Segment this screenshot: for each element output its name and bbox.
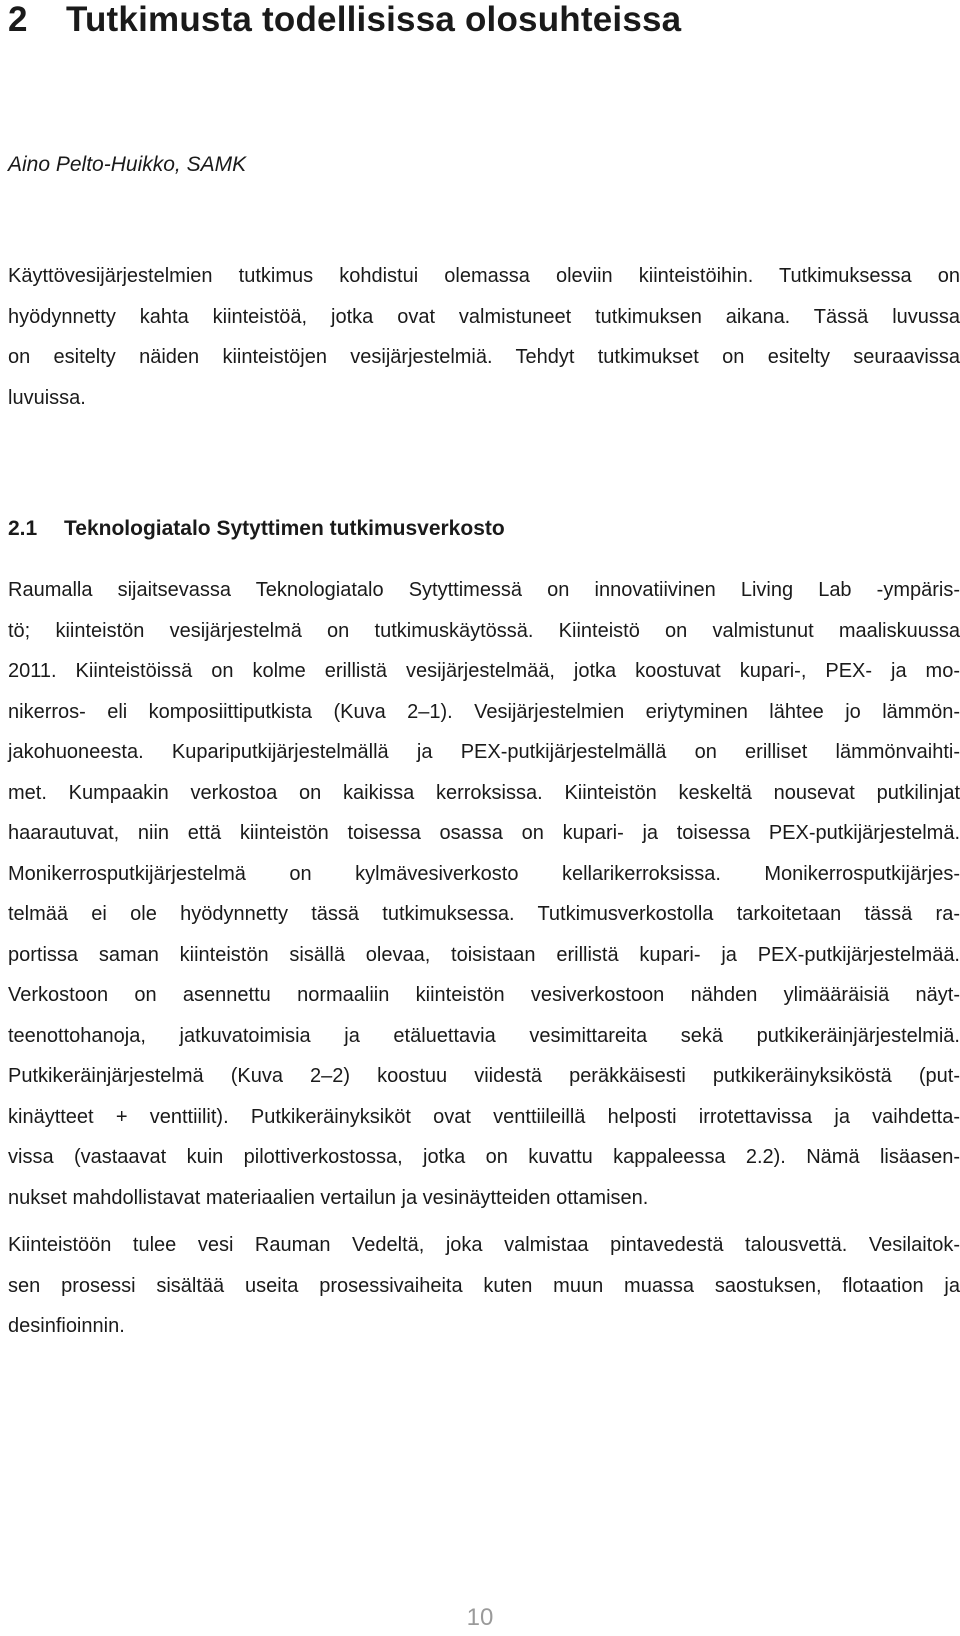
section-heading bbox=[8, 514, 505, 544]
text-line: Kiinteistöön tulee vesi Rauman Vedeltä, joka valmistaa pintavedestä talousvettä. Vesilaitok- bbox=[8, 1234, 960, 1256]
intro-paragraph bbox=[8, 256, 960, 418]
text-line: luvuissa. bbox=[8, 386, 86, 409]
author-line: Aino Pelto-Huikko, SAMK bbox=[8, 153, 247, 176]
body-paragraph-2 bbox=[8, 1225, 960, 1347]
section-title-text: Teknologiatalo Sytyttimen tutkimusverkosto bbox=[64, 517, 505, 540]
chapter-title bbox=[8, 0, 681, 42]
text-line: Käyttövesijärjestelmien tutkimus kohdistui olemassa oleviin kiinteistöihin. Tutkimuksessa on bbox=[8, 265, 960, 287]
text-line: tö; kiinteistön vesijärjestelmä on tutkimuskäytössä. Kiinteistö on valmistunut maaliskuussa bbox=[8, 619, 960, 642]
body-paragraph-1 bbox=[8, 570, 960, 1218]
chapter-number: 2 bbox=[8, 0, 28, 39]
text-line: hyödynnetty kahta kiinteistöä, jotka ovat valmistuneet tutkimuksen aikana. Tässä luvussa bbox=[8, 305, 960, 328]
text-line: vissa (vastaavat kuin pilottiverkostossa, jotka on kuvattu kappaleessa 2.2). Nämä lisäasen- bbox=[8, 1146, 960, 1168]
text-line: Monikerrosputkijärjestelmä on kylmävesiverkosto kellarikerroksissa. Monikerrosputkijärjes- bbox=[8, 862, 960, 885]
text-line: 2011. Kiinteistöissä on kolme erillistä vesijärjestelmää, jotka koostuvat kupari-, PEX- ja mo- bbox=[8, 660, 960, 682]
text-line: Raumalla sijaitsevassa Teknologiatalo Sytyttimessä on innovatiivinen Living Lab -ympäris- bbox=[8, 579, 960, 601]
text-line: sen prosessi sisältää useita prosessivaiheita kuten muun muassa saostuksen, flotaation ja bbox=[8, 1274, 960, 1297]
text-line: Verkostoon on asennettu normaaliin kiinteistön vesiverkostoon nähden ylimääräisiä näyt- bbox=[8, 984, 960, 1006]
text-line: portissa saman kiinteistön sisällä olevaa, toisistaan erillistä kupari- ja PEX-putkijärjestelmää. bbox=[8, 943, 960, 966]
text-line: Putkikeräinjärjestelmä (Kuva 2–2) koostuu viidestä peräkkäisesti putkikeräinyksiköstä (put- bbox=[8, 1065, 960, 1087]
text-line: telmää ei ole hyödynnetty tässä tutkimuksessa. Tutkimusverkostolla tarkoitetaan tässä ra- bbox=[8, 903, 960, 925]
text-line: nikerros- eli komposiittiputkista (Kuva 2–1). Vesijärjestelmien eriytyminen lähtee jo lämmön- bbox=[8, 700, 960, 723]
section-number: 2.1 bbox=[8, 517, 38, 540]
text-line: met. Kumpaakin verkostoa on kaikissa kerroksissa. Kiinteistön keskeltä nousevat putkilinjat bbox=[8, 781, 960, 804]
text-line: jakohuoneesta. Kupariputkijärjestelmällä ja PEX-putkijärjestelmällä on erilliset lämmönvaihti- bbox=[8, 741, 960, 763]
page-number: 10 bbox=[466, 1604, 494, 1631]
text-line: nukset mahdollistavat materiaalien vertailun ja vesinäytteiden ottamisen. bbox=[8, 1186, 649, 1209]
text-line: desinfioinnin. bbox=[8, 1315, 125, 1337]
chapter-title-text: Tutkimusta todellisissa olosuhteissa bbox=[66, 0, 682, 39]
text-line: teenottohanoja, jatkuvatoimisia ja etäluettavia vesimittareita sekä putkikeräinjärjestelmiä. bbox=[8, 1024, 960, 1047]
text-line: haarautuvat, niin että kiinteistön toisessa osassa on kupari- ja toisessa PEX-putkijärjestelmä. bbox=[8, 822, 960, 844]
text-line: on esitelty näiden kiinteistöjen vesijärjestelmiä. Tehdyt tutkimukset on esitelty seuraavissa bbox=[8, 346, 960, 368]
text-line: kinäytteet + venttiilit). Putkikeräinyksiköt ovat venttiileillä helposti irrotettavissa ja vaihdetta- bbox=[8, 1105, 960, 1128]
